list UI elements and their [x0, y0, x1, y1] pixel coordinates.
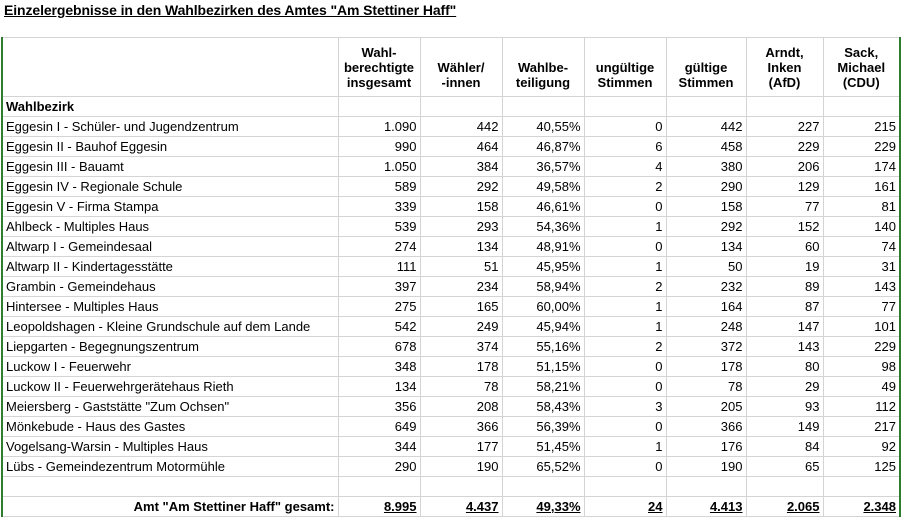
table-cell: 0 [584, 197, 666, 217]
column-header-line: Wähler/ [437, 59, 485, 75]
district-name: Ahlbeck - Multiples Haus [2, 217, 338, 237]
column-header-line [587, 45, 664, 60]
table-cell: 2 [584, 177, 666, 197]
table-cell: 339 [338, 197, 420, 217]
table-cell: 0 [584, 237, 666, 257]
total-cell [420, 497, 502, 517]
table-cell: 129 [746, 177, 823, 197]
table-cell: 589 [338, 177, 420, 197]
column-header-line [669, 45, 744, 60]
table-row [2, 237, 900, 257]
total-row [2, 497, 900, 517]
total-label: Amt "Am Stettiner Haff" gesamt: [2, 497, 338, 517]
table-row [2, 317, 900, 337]
table-cell: 89 [746, 277, 823, 297]
table-cell: 152 [746, 217, 823, 237]
row-header-label: Wahlbezirk [2, 97, 338, 117]
table-cell: 678 [338, 337, 420, 357]
district-name: Eggesin III - Bauamt [2, 157, 338, 177]
column-header-line: Sack, [844, 44, 879, 60]
row-header-label-row [2, 97, 900, 117]
spacer-cell [823, 477, 900, 497]
column-header-7 [823, 38, 900, 97]
table-row [2, 337, 900, 357]
column-header-line: berechtigte [343, 59, 415, 75]
table-cell: 65,52% [502, 457, 584, 477]
district-name: Eggesin IV - Regionale Schule [2, 177, 338, 197]
total-value: 2.348 [863, 498, 896, 514]
table-cell: 143 [746, 337, 823, 357]
header-empty-cell [584, 97, 666, 117]
district-name: Hintersee - Multiples Haus [2, 297, 338, 317]
district-name: Mönkebude - Haus des Gastes [2, 417, 338, 437]
table-cell: 92 [823, 437, 900, 457]
table-cell: 58,43% [502, 397, 584, 417]
column-header-line: Stimmen [678, 74, 734, 90]
table-cell: 1.050 [338, 157, 420, 177]
table-cell: 134 [666, 237, 746, 257]
table-cell: 2 [584, 277, 666, 297]
page-title: Einzelergebnisse in den Wahlbezirken des Amtes "Am Stettiner Haff" [4, 2, 457, 18]
table-cell: 74 [823, 237, 900, 257]
table-cell: 40,55% [502, 117, 584, 137]
column-header-line: teiligung [515, 74, 571, 90]
table-cell: 542 [338, 317, 420, 337]
district-name: Luckow II - Feuerwehrgerätehaus Rieth [2, 377, 338, 397]
table-cell: 80 [746, 357, 823, 377]
table-cell: 158 [420, 197, 502, 217]
table-cell: 4 [584, 157, 666, 177]
table-cell: 140 [823, 217, 900, 237]
table-cell: 78 [666, 377, 746, 397]
total-value: 24 [648, 498, 663, 514]
table-cell: 56,39% [502, 417, 584, 437]
table-row [2, 117, 900, 137]
column-header-line: insgesamt [346, 74, 412, 90]
table-cell: 366 [666, 417, 746, 437]
header-blank-cell [2, 38, 338, 97]
table-cell: 0 [584, 457, 666, 477]
table-row [2, 277, 900, 297]
table-cell: 374 [420, 337, 502, 357]
table-cell: 348 [338, 357, 420, 377]
district-name: Luckow I - Feuerwehr [2, 357, 338, 377]
district-name: Vogelsang-Warsin - Multiples Haus [2, 437, 338, 457]
column-header-line: Inken [767, 59, 802, 75]
table-cell: 77 [823, 297, 900, 317]
district-name: Eggesin V - Firma Stampa [2, 197, 338, 217]
spacer-cell [338, 477, 420, 497]
column-header-2 [420, 38, 502, 97]
table-cell: 93 [746, 397, 823, 417]
table-cell: 344 [338, 437, 420, 457]
table-cell: 111 [338, 257, 420, 277]
district-name: Liepgarten - Begegnungszentrum [2, 337, 338, 357]
table-cell: 205 [666, 397, 746, 417]
table-cell: 78 [420, 377, 502, 397]
column-header-line: (CDU) [842, 74, 880, 90]
table-cell: 290 [666, 177, 746, 197]
table-cell: 0 [584, 357, 666, 377]
table-cell: 229 [823, 137, 900, 157]
table-row [2, 157, 900, 177]
total-cell [746, 497, 823, 517]
table-cell: 229 [823, 337, 900, 357]
table-cell: 397 [338, 277, 420, 297]
spacer-cell [584, 477, 666, 497]
total-cell [584, 497, 666, 517]
table-cell: 134 [420, 237, 502, 257]
table-cell: 58,21% [502, 377, 584, 397]
table-cell: 125 [823, 457, 900, 477]
district-name: Lübs - Gemeindezentrum Motormühle [2, 457, 338, 477]
table-cell: 248 [666, 317, 746, 337]
table-cell: 51,15% [502, 357, 584, 377]
table-cell: 19 [746, 257, 823, 277]
table-cell: 31 [823, 257, 900, 277]
column-header-line [505, 45, 582, 60]
table-cell: 54,36% [502, 217, 584, 237]
table-cell: 649 [338, 417, 420, 437]
column-header-6 [746, 38, 823, 97]
column-header-line: Michael [837, 59, 886, 75]
table-cell: 293 [420, 217, 502, 237]
table-cell: 217 [823, 417, 900, 437]
table-cell: 0 [584, 377, 666, 397]
table-cell: 51 [420, 257, 502, 277]
column-header-1 [338, 38, 420, 97]
table-cell: 0 [584, 417, 666, 437]
table-cell: 206 [746, 157, 823, 177]
column-header-line [423, 45, 500, 60]
table-cell: 178 [420, 357, 502, 377]
table-cell: 232 [666, 277, 746, 297]
table-cell: 215 [823, 117, 900, 137]
table-cell: 234 [420, 277, 502, 297]
results-table [1, 37, 901, 517]
table-cell: 143 [823, 277, 900, 297]
table-cell: 229 [746, 137, 823, 157]
header-empty-cell [666, 97, 746, 117]
table-cell: 147 [746, 317, 823, 337]
table-cell: 149 [746, 417, 823, 437]
table-cell: 49,58% [502, 177, 584, 197]
column-header-line: Wahlbe- [517, 59, 569, 75]
table-row [2, 257, 900, 277]
total-value: 2.065 [786, 498, 820, 514]
header-empty-cell [502, 97, 584, 117]
table-cell: 1 [584, 437, 666, 457]
total-cell [502, 497, 584, 517]
table-cell: 190 [420, 457, 502, 477]
header-empty-cell [823, 97, 900, 117]
table-cell: 58,94% [502, 277, 584, 297]
district-name: Altwarp I - Gemeindesaal [2, 237, 338, 257]
table-row [2, 137, 900, 157]
table-row [2, 177, 900, 197]
table-cell: 1 [584, 257, 666, 277]
table-cell: 164 [666, 297, 746, 317]
table-cell: 60 [746, 237, 823, 257]
table-cell: 98 [823, 357, 900, 377]
spacer-cell [666, 477, 746, 497]
table-cell: 2 [584, 337, 666, 357]
table-cell: 48,91% [502, 237, 584, 257]
table-cell: 84 [746, 437, 823, 457]
table-row [2, 357, 900, 377]
table-row [2, 197, 900, 217]
table-cell: 77 [746, 197, 823, 217]
table-cell: 46,87% [502, 137, 584, 157]
column-header-line: ungültige [595, 59, 655, 75]
table-cell: 36,57% [502, 157, 584, 177]
table-cell: 442 [420, 117, 502, 137]
table-cell: 990 [338, 137, 420, 157]
table-cell: 177 [420, 437, 502, 457]
table-row [2, 297, 900, 317]
table-row [2, 397, 900, 417]
table-cell: 161 [823, 177, 900, 197]
district-name: Eggesin II - Bauhof Eggesin [2, 137, 338, 157]
total-value: 4.413 [709, 498, 743, 514]
table-cell: 3 [584, 397, 666, 417]
spacer-cell [420, 477, 502, 497]
table-cell: 458 [666, 137, 746, 157]
table-cell: 51,45% [502, 437, 584, 457]
table-cell: 45,94% [502, 317, 584, 337]
table-cell: 1 [584, 297, 666, 317]
table-cell: 442 [666, 117, 746, 137]
district-name: Grambin - Gemeindehaus [2, 277, 338, 297]
table-row [2, 217, 900, 237]
table-cell: 55,16% [502, 337, 584, 357]
table-cell: 1 [584, 217, 666, 237]
table-cell: 165 [420, 297, 502, 317]
total-cell [823, 497, 900, 517]
table-row [2, 457, 900, 477]
column-header-line: Wahl- [361, 44, 397, 60]
table-cell: 50 [666, 257, 746, 277]
table-cell: 380 [666, 157, 746, 177]
table-cell: 112 [823, 397, 900, 417]
table-cell: 45,95% [502, 257, 584, 277]
table-cell: 87 [746, 297, 823, 317]
table-cell: 356 [338, 397, 420, 417]
table-cell: 249 [420, 317, 502, 337]
table-cell: 65 [746, 457, 823, 477]
spacer-cell [2, 477, 338, 497]
table-cell: 384 [420, 157, 502, 177]
column-header-row [2, 38, 900, 97]
column-header-line: -innen [441, 74, 481, 90]
district-name: Altwarp II - Kindertagesstätte [2, 257, 338, 277]
table-cell: 366 [420, 417, 502, 437]
table-cell: 208 [420, 397, 502, 417]
column-header-line: (AfD) [768, 74, 801, 90]
table-cell: 190 [666, 457, 746, 477]
table-cell: 1.090 [338, 117, 420, 137]
header-empty-cell [746, 97, 823, 117]
spacer-cell [502, 477, 584, 497]
table-row [2, 417, 900, 437]
table-cell: 274 [338, 237, 420, 257]
table-cell: 6 [584, 137, 666, 157]
total-cell [666, 497, 746, 517]
table-row [2, 437, 900, 457]
table-cell: 292 [666, 217, 746, 237]
table-cell: 0 [584, 117, 666, 137]
table-cell: 134 [338, 377, 420, 397]
table-cell: 372 [666, 337, 746, 357]
table-cell: 464 [420, 137, 502, 157]
table-cell: 49 [823, 377, 900, 397]
column-header-5 [666, 38, 746, 97]
district-name: Leopoldshagen - Kleine Grundschule auf dem Lande [2, 317, 338, 337]
table-cell: 227 [746, 117, 823, 137]
column-header-4 [584, 38, 666, 97]
table-cell: 539 [338, 217, 420, 237]
table-cell: 60,00% [502, 297, 584, 317]
district-name: Eggesin I - Schüler- und Jugendzentrum [2, 117, 338, 137]
column-header-line: Stimmen [597, 74, 653, 90]
column-header-line: gültige [684, 59, 728, 75]
table-cell: 81 [823, 197, 900, 217]
header-empty-cell [338, 97, 420, 117]
district-name: Meiersberg - Gaststätte "Zum Ochsen" [2, 397, 338, 417]
column-header-line: Arndt, [765, 44, 804, 60]
table-cell: 101 [823, 317, 900, 337]
total-value: 49,33% [536, 498, 581, 514]
spacer-row [2, 477, 900, 497]
table-cell: 292 [420, 177, 502, 197]
spacer-cell [746, 477, 823, 497]
table-cell: 290 [338, 457, 420, 477]
table-cell: 176 [666, 437, 746, 457]
table-cell: 158 [666, 197, 746, 217]
table-cell: 178 [666, 357, 746, 377]
total-value: 8.995 [383, 498, 417, 514]
table-cell: 46,61% [502, 197, 584, 217]
column-header-3 [502, 38, 584, 97]
total-cell [338, 497, 420, 517]
table-cell: 174 [823, 157, 900, 177]
results-body [2, 117, 900, 517]
total-value: 4.437 [465, 498, 499, 514]
header-empty-cell [420, 97, 502, 117]
table-row [2, 377, 900, 397]
table-cell: 275 [338, 297, 420, 317]
table-cell: 29 [746, 377, 823, 397]
table-cell: 1 [584, 317, 666, 337]
